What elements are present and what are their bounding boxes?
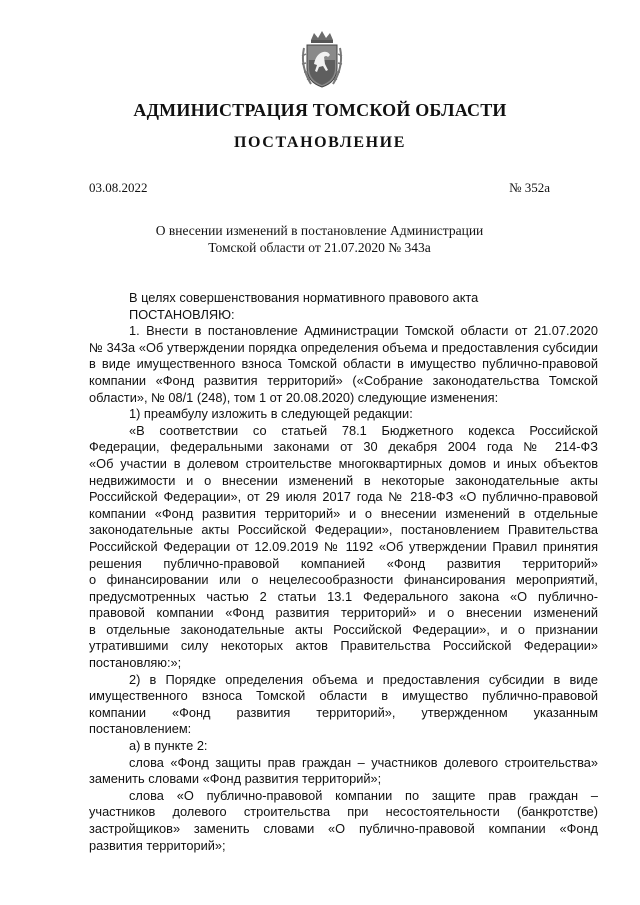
body-line: компании «Фонд развития территорий», утвержденном указанным — [89, 704, 598, 720]
body-line: развития территорий»; — [89, 837, 226, 853]
body-line: В целях совершенствования нормативного правового акта — [129, 290, 479, 305]
document-number: № 352а — [509, 180, 550, 195]
body-line: Российской Федерации», от 29 июля 2017 года № 218-ФЗ «О публично-правовой — [89, 489, 598, 505]
tomsk-region-coat-of-arms-icon — [299, 30, 345, 90]
body-line: постановлением: — [89, 721, 192, 737]
body-line: недвижимости и о внесении изменений в некоторые законодательные акты — [89, 472, 598, 488]
document-body — [89, 290, 598, 854]
body-line: законодательные акты Российской Федерации», постановлением Правительства — [89, 522, 598, 538]
document-date: 03.08.2022 — [89, 180, 148, 195]
body-line: 2) в Порядке определения объема и предоставления субсидии в виде — [129, 671, 598, 687]
body-line: в виде имущественного взноса Томской области в имущество публично-правовой — [89, 356, 598, 372]
document-type: ПОСТАНОВЛЕНИЕ — [234, 134, 406, 151]
body-line: о финансировании или о нецелесообразности финансирования мероприятий, — [89, 572, 598, 588]
document-meta — [89, 180, 550, 196]
organization-title: АДМИНИСТРАЦИЯ ТОМСКОЙ ОБЛАСТИ — [133, 100, 507, 120]
body-line: правовой компании «Фонд развития территорий» и о внесении изменений — [89, 605, 598, 621]
body-line: ПОСТАНОВЛЯЮ: — [129, 306, 235, 322]
body-line: Федерации, федеральными законами от 30 декабря 2004 года № 214-ФЗ — [89, 439, 598, 455]
body-line: решения публично-правовой компанией «Фонд развития территорий» — [89, 555, 598, 571]
body-line: слова «Фонд защиты прав граждан – участников долевого строительства» — [129, 754, 598, 770]
body-line: предусмотренных частью 2 статьи 13.1 Федерального закона «О публично- — [89, 588, 598, 604]
body-line: № 343а «Об утверждении порядка определения объема и предоставления субсидии — [89, 339, 598, 355]
body-line: 1. Внести в постановление Администрации Томской области от 21.07.2020 — [129, 323, 598, 339]
document-subject — [89, 222, 550, 256]
body-line: слова «О публично-правовой компании по защите прав граждан – — [129, 787, 598, 803]
body-line: имущественного взноса Томской области в имущество публично-правовой — [89, 688, 598, 704]
body-line: компании «Фонд развития территорий» и о внесении изменений в отдельные — [89, 505, 598, 521]
body-line: в отдельные законодательные акты Российской Федерации», и о признании — [89, 621, 598, 637]
body-line: Российской Федерации от 12.09.2019 № 1192 «Об утверждении Правил принятия — [89, 538, 598, 554]
body-line: 1) преамбулу изложить в следующей редакции: — [129, 406, 413, 422]
body-line: утратившими силу некоторых актов Правительства Российской Федерации» — [89, 638, 598, 654]
body-line: «Об участии в долевом строительстве многоквартирных домов и иных объектов — [89, 455, 598, 471]
body-line: заменить словами «Фонд развития территорий»; — [89, 771, 382, 787]
subject-line: О внесении изменений в постановление Администрации — [155, 223, 484, 238]
body-line: компании «Фонд развития территорий» («Собрание законодательства Томской — [89, 372, 598, 388]
body-line: постановляю:»; — [89, 655, 182, 671]
body-line: а) в пункте 2: — [129, 738, 208, 754]
body-line: застройщиков» заменить словами «О публично-правовой компании «Фонд — [89, 821, 598, 836]
body-line: области», № 08/1 (248), том 1 от 20.08.2020) следующие изменения: — [89, 389, 499, 405]
body-line: «В соответствии со статьей 78.1 Бюджетного кодекса Российской — [129, 422, 598, 438]
body-line: участников долевого строительства при несостоятельности (банкротстве) — [89, 804, 598, 820]
subject-line: Томской области от 21.07.2020 № 343а — [208, 240, 431, 255]
